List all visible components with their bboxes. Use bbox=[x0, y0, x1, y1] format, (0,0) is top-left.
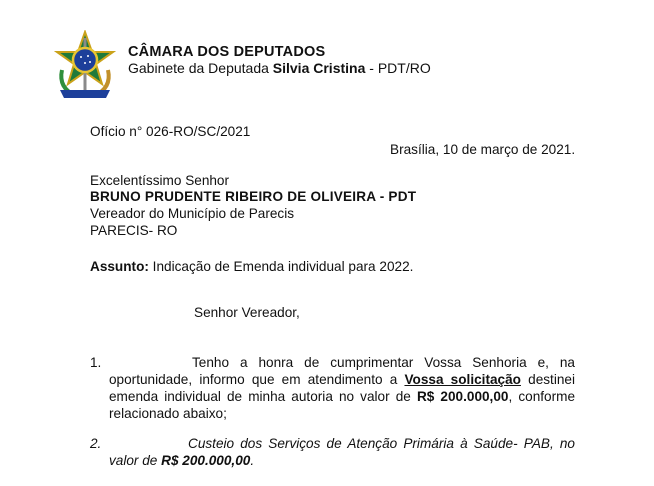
letterhead bbox=[128, 44, 431, 76]
paragraph-1-line-2-a: oportunidade, informo que em atendimento a bbox=[109, 372, 405, 387]
paragraph-2 bbox=[109, 435, 575, 469]
recipient-city: PARECIS- RO bbox=[90, 223, 178, 238]
paragraph-1-line-3-c: , conforme bbox=[508, 389, 576, 404]
office-name: Silvia Cristina bbox=[272, 60, 366, 76]
paragraph-1 bbox=[109, 354, 575, 422]
subject-line bbox=[90, 258, 413, 275]
office-prefix: Gabinete da Deputada bbox=[128, 60, 273, 76]
paragraph-1-line-2 bbox=[109, 371, 575, 388]
oficio-number: Ofício n° 026-RO/SC/2021 bbox=[90, 124, 251, 139]
vossa-solicitacao-text: Vossa solicitação bbox=[404, 372, 521, 387]
paragraph-2-line-2 bbox=[109, 452, 575, 469]
paragraph-2-line-2-a: valor de bbox=[109, 453, 162, 468]
paragraph-1-line-3 bbox=[109, 388, 575, 405]
recipient-name: BRUNO PRUDENTE RIBEIRO DE OLIVEIRA - PDT bbox=[90, 189, 417, 204]
paragraph-1-number: 1. bbox=[90, 355, 102, 370]
paragraph-1-line-1: Tenho a honra de cumprimentar Vossa Senhoria e, na bbox=[192, 355, 575, 370]
document-date: Brasília, 10 de março de 2021. bbox=[390, 142, 576, 157]
office-suffix: - PDT/RO bbox=[365, 60, 431, 76]
subject-label: Assunto: bbox=[90, 259, 149, 274]
greeting: Senhor Vereador, bbox=[194, 305, 300, 320]
org-name: CÂMARA DOS DEPUTADOS bbox=[128, 44, 326, 60]
paragraph-1-line-4: relacionado abaixo; bbox=[109, 406, 227, 421]
brazil-coat-of-arms-icon bbox=[52, 30, 118, 102]
paragraph-2-number: 2. bbox=[90, 436, 102, 451]
office-line bbox=[128, 60, 431, 76]
subject-text: Indicação de Emenda individual para 2022. bbox=[148, 259, 414, 274]
recipient-salutation: Excelentíssimo Senhor bbox=[90, 173, 230, 188]
paragraph-1-line-2-c: destinei bbox=[520, 372, 575, 387]
paragraph-2-line-1: Custeio dos Serviços de Atenção Primária à Saúde- PAB, no bbox=[188, 436, 575, 451]
paragraph-1-line-3-a: emenda individual de minha autoria no valor de bbox=[109, 389, 417, 404]
paragraph-2-line-2-c: . bbox=[250, 453, 255, 468]
amount-value: R$ 200.000,00 bbox=[416, 389, 509, 404]
recipient-role: Vereador do Município de Parecis bbox=[90, 206, 295, 221]
amount-value-2: R$ 200.000,00 bbox=[161, 453, 251, 468]
